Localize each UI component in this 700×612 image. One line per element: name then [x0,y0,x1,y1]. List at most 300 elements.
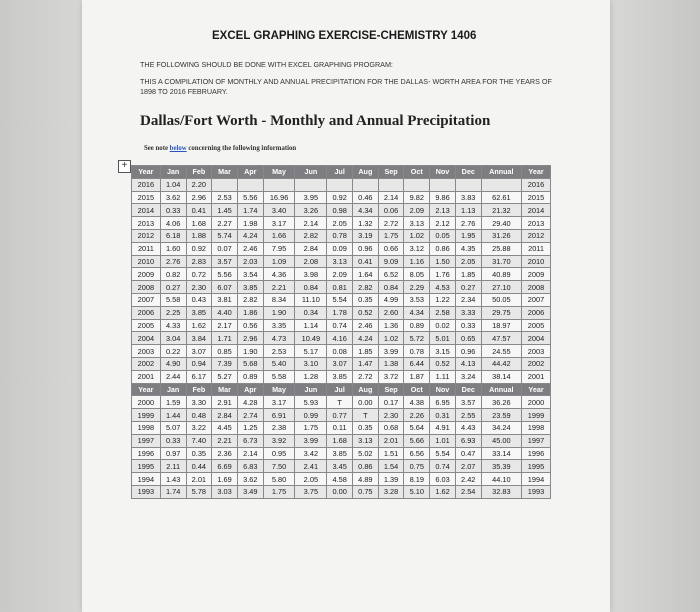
year-cell: 1999 [522,409,551,422]
month-cell: 9.09 [378,255,404,268]
year-cell: 2001 [522,370,551,383]
table-row [132,434,551,447]
month-cell: 0.97 [160,447,186,460]
month-cell: 2.84 [212,409,238,422]
month-cell: 2.08 [295,255,327,268]
month-cell: 5.02 [353,447,379,460]
month-cell: 0.48 [186,409,212,422]
month-cell: 0.89 [237,370,263,383]
month-cell: 3.28 [378,485,404,498]
top-header-row [132,166,551,179]
year-cell: 2005 [522,319,551,332]
month-cell: 2.09 [327,268,353,281]
month-cell: 1.69 [212,473,238,486]
year-cell: 2013 [522,217,551,230]
table-row [132,255,551,268]
year-cell: 2003 [132,345,161,358]
month-cell: 3.83 [455,191,481,204]
month-cell: 6.73 [237,434,263,447]
month-cell: 5.93 [295,396,327,409]
month-cell: 4.90 [160,357,186,370]
month-cell: 3.98 [295,268,327,281]
month-cell: 0.56 [237,319,263,332]
month-cell: 3.13 [327,255,353,268]
month-cell: 0.74 [430,460,456,473]
table-row [132,460,551,473]
table-row [132,191,551,204]
table-row [132,293,551,306]
annual-cell: 50.05 [481,293,521,306]
annual-cell: 62.61 [481,191,521,204]
year-cell: 2016 [132,178,161,191]
month-cell: 2.58 [430,306,456,319]
month-cell: 1.51 [378,447,404,460]
year-cell: 1998 [522,421,551,434]
month-cell: 0.86 [430,242,456,255]
month-cell: 1.68 [327,434,353,447]
month-cell: 3.57 [455,396,481,409]
table-row [132,268,551,281]
month-cell: 5.17 [295,345,327,358]
month-cell: 1.28 [295,370,327,383]
month-cell: 1.09 [263,255,295,268]
column-header: Apr [237,166,263,179]
month-cell: 4.89 [353,473,379,486]
year-cell: 2010 [132,255,161,268]
month-cell [404,178,430,191]
column-header: Mar [212,383,238,396]
month-cell: 2.01 [186,473,212,486]
month-cell: 1.90 [237,345,263,358]
year-cell: 2008 [132,281,161,294]
month-cell: 5.72 [404,332,430,345]
year-cell: 2015 [132,191,161,204]
year-cell: 2007 [522,293,551,306]
annual-cell: 32.83 [481,485,521,498]
year-cell: 2012 [522,229,551,242]
table-row [132,242,551,255]
column-header: Dec [455,166,481,179]
table-row [132,319,551,332]
month-cell: 3.85 [327,370,353,383]
month-cell: 6.95 [430,396,456,409]
month-cell: 1.98 [237,217,263,230]
month-cell: 2.72 [378,217,404,230]
column-header: Feb [186,166,212,179]
month-cell: 3.72 [378,370,404,383]
month-cell: 4.43 [455,421,481,434]
month-cell: 0.00 [353,396,379,409]
month-cell: 1.68 [186,217,212,230]
column-header: Year [132,166,161,179]
month-cell: 2.30 [378,409,404,422]
month-cell: 0.46 [353,191,379,204]
month-cell: 4.45 [212,421,238,434]
month-cell: 0.05 [430,229,456,242]
annual-cell: 44.42 [481,357,521,370]
column-header: Dec [455,383,481,396]
table-row [132,447,551,460]
table-row [132,473,551,486]
month-cell: 2.53 [263,345,295,358]
annual-cell: 24.55 [481,345,521,358]
month-cell: 3.99 [295,434,327,447]
month-cell: 6.17 [186,370,212,383]
month-cell: 0.06 [378,204,404,217]
month-cell: 6.44 [404,357,430,370]
month-cell: 2.42 [455,473,481,486]
month-cell: 2.29 [404,281,430,294]
month-cell: 3.49 [237,485,263,498]
month-cell: 0.78 [404,345,430,358]
month-cell: T [327,396,353,409]
table-row [132,281,551,294]
annual-cell: 18.97 [481,319,521,332]
month-cell: 2.03 [237,255,263,268]
year-cell: 2009 [132,268,161,281]
month-cell: 2.53 [212,191,238,204]
month-cell: 1.50 [430,255,456,268]
month-cell: 0.33 [455,319,481,332]
annual-cell: 38.14 [481,370,521,383]
month-cell: 3.17 [263,217,295,230]
year-cell: 2000 [522,396,551,409]
year-cell: 2008 [522,281,551,294]
section-title: Dallas/Fort Worth - Monthly and Annual Precipitation [140,113,491,129]
month-cell: 3.13 [404,217,430,230]
month-cell: 0.94 [186,357,212,370]
table-row [132,178,551,191]
annual-cell: 31.26 [481,229,521,242]
month-cell: 2.60 [378,306,404,319]
month-cell: 1.04 [160,178,186,191]
month-cell: 4.13 [455,357,481,370]
annual-cell: 23.59 [481,409,521,422]
month-cell: 2.21 [212,434,238,447]
month-cell: 4.58 [327,473,353,486]
column-header: Aug [353,166,379,179]
month-cell: 2.34 [455,293,481,306]
table-row [132,409,551,422]
month-cell: 0.65 [455,332,481,345]
month-cell: 5.01 [430,332,456,345]
month-cell: 5.27 [212,370,238,383]
column-header: Jan [160,166,186,179]
month-cell: 2.01 [378,434,404,447]
month-cell: 0.09 [327,242,353,255]
month-cell: 1.75 [263,485,295,498]
annual-cell: 31.70 [481,255,521,268]
month-cell [430,178,456,191]
month-cell [327,178,353,191]
month-cell: 0.47 [455,447,481,460]
year-cell: 1999 [132,409,161,422]
annual-cell: 25.88 [481,242,521,255]
month-cell: 3.45 [327,460,353,473]
month-cell: 0.02 [430,319,456,332]
column-header: Oct [404,166,430,179]
month-cell: 2.82 [353,281,379,294]
month-cell: 3.33 [455,306,481,319]
month-cell: 2.44 [160,370,186,383]
year-cell: 2000 [132,396,161,409]
table-row [132,357,551,370]
month-cell: 3.04 [160,332,186,345]
month-cell: 0.11 [327,421,353,434]
month-cell [353,178,379,191]
month-cell: 0.84 [295,281,327,294]
year-cell: 2006 [522,306,551,319]
month-cell: 3.57 [212,255,238,268]
month-cell: 1.01 [430,434,456,447]
month-cell: 0.68 [378,421,404,434]
month-cell: 0.66 [378,242,404,255]
month-cell: 5.64 [404,421,430,434]
column-header: Jul [327,383,353,396]
month-cell: 3.22 [186,421,212,434]
month-cell: 4.73 [263,332,295,345]
month-cell: 5.40 [263,357,295,370]
month-cell: 2.05 [455,255,481,268]
year-cell: 2012 [132,229,161,242]
month-cell: 1.39 [378,473,404,486]
column-header: Oct [404,383,430,396]
column-header: Nov [430,383,456,396]
annual-cell: 27.10 [481,281,521,294]
month-cell: 2.38 [263,421,295,434]
year-cell: 2003 [522,345,551,358]
year-cell: 2014 [522,204,551,217]
column-header: Mar [212,166,238,179]
month-cell: 5.66 [404,434,430,447]
month-cell: 9.82 [404,191,430,204]
month-cell: 3.40 [263,204,295,217]
year-cell: 2013 [132,217,161,230]
annual-cell: 47.57 [481,332,521,345]
month-cell [295,178,327,191]
table-row [132,229,551,242]
month-cell: 0.17 [378,396,404,409]
month-cell: 0.89 [404,319,430,332]
month-cell: 2.11 [160,460,186,473]
month-cell: 4.06 [160,217,186,230]
table-row [132,485,551,498]
month-cell: 4.16 [327,332,353,345]
month-cell: 0.44 [186,460,212,473]
month-cell: 0.74 [327,319,353,332]
column-header: Feb [186,383,212,396]
month-cell: 5.78 [186,485,212,498]
month-cell: 4.38 [404,396,430,409]
month-cell: 0.07 [212,242,238,255]
month-cell: 0.86 [353,460,379,473]
month-cell: 3.30 [186,396,212,409]
month-cell: 1.36 [378,319,404,332]
month-cell: 5.68 [237,357,263,370]
month-cell: 3.53 [404,293,430,306]
month-cell: 2.46 [353,319,379,332]
month-cell: 4.99 [378,293,404,306]
month-cell: 0.95 [263,447,295,460]
month-cell [212,178,238,191]
month-cell: 4.53 [430,281,456,294]
month-cell: 1.62 [186,319,212,332]
month-cell: 0.52 [430,357,456,370]
month-cell: 1.62 [430,485,456,498]
month-cell: 3.07 [327,357,353,370]
month-cell: 6.91 [263,409,295,422]
month-cell: 0.35 [353,421,379,434]
annual-cell: 44.10 [481,473,521,486]
document-title: EXCEL GRAPHING EXERCISE-CHEMISTRY 1406 [212,30,477,42]
year-cell: 1994 [132,473,161,486]
annual-cell: 45.00 [481,434,521,447]
month-cell [237,178,263,191]
month-cell: 3.95 [295,191,327,204]
month-cell: 2.36 [212,447,238,460]
year-cell: 2015 [522,191,551,204]
month-cell: 7.95 [263,242,295,255]
month-cell: 0.81 [327,281,353,294]
month-cell: 2.14 [378,191,404,204]
month-cell: 1.22 [430,293,456,306]
month-cell: 1.88 [186,229,212,242]
annual-cell: 29.75 [481,306,521,319]
year-cell: 1993 [132,485,161,498]
month-cell: 2.12 [430,217,456,230]
month-cell: 4.28 [237,396,263,409]
month-cell: 1.74 [237,204,263,217]
month-cell: 4.34 [353,204,379,217]
month-cell: 0.27 [160,281,186,294]
month-cell: 6.03 [430,473,456,486]
month-cell: 6.18 [160,229,186,242]
annual-cell: 33.14 [481,447,521,460]
year-cell: 1993 [522,485,551,498]
month-cell: 3.24 [455,370,481,383]
month-cell: 3.99 [378,345,404,358]
month-cell: 10.49 [295,332,327,345]
month-cell: 1.85 [353,345,379,358]
month-cell: 3.92 [263,434,295,447]
month-cell: 5.80 [263,473,295,486]
instruction-text: THE FOLLOWING SHOULD BE DONE WITH EXCEL GRAPHING PROGRAM: [140,60,393,69]
month-cell: 0.96 [455,345,481,358]
month-cell: 0.35 [186,447,212,460]
month-cell: 0.84 [378,281,404,294]
month-cell: 6.07 [212,281,238,294]
month-cell: 1.54 [378,460,404,473]
month-cell: 8.05 [404,268,430,281]
month-cell: 2.17 [212,319,238,332]
month-cell: 0.43 [186,293,212,306]
month-cell: 1.95 [455,229,481,242]
column-header: Year [132,383,161,396]
month-cell: 0.82 [160,268,186,281]
month-cell: 0.72 [186,268,212,281]
month-cell: 0.85 [212,345,238,358]
annual-cell: 35.39 [481,460,521,473]
month-cell: 1.45 [212,204,238,217]
background-right [608,0,700,612]
month-cell: 7.39 [212,357,238,370]
month-cell: 2.27 [212,217,238,230]
month-cell: 0.08 [327,345,353,358]
month-cell: 5.58 [263,370,295,383]
document-page [82,0,610,612]
month-cell: 7.40 [186,434,212,447]
month-cell: 2.14 [295,217,327,230]
month-cell: 2.25 [160,306,186,319]
month-cell: 1.11 [430,370,456,383]
month-cell: 1.44 [160,409,186,422]
month-cell: 0.41 [186,204,212,217]
month-cell: 5.74 [212,229,238,242]
month-cell: 1.85 [455,268,481,281]
column-header: Jun [295,383,327,396]
month-cell: 3.15 [430,345,456,358]
year-cell: 2004 [522,332,551,345]
month-cell: 6.83 [237,460,263,473]
month-cell: 1.02 [378,332,404,345]
table-row [132,306,551,319]
month-cell: 5.56 [237,191,263,204]
year-cell: 1997 [132,434,161,447]
column-header: Year [522,383,551,396]
month-cell: 0.34 [295,306,327,319]
month-cell: 5.54 [430,447,456,460]
note-link[interactable]: below [169,145,187,152]
column-header: Sep [378,166,404,179]
month-cell: 0.77 [327,409,353,422]
note-suffix: concerning the following information [186,145,297,152]
month-cell: 0.31 [430,409,456,422]
column-header: Jul [327,166,353,179]
month-cell: 4.24 [353,332,379,345]
precipitation-table [131,165,551,499]
year-cell: 2006 [132,306,161,319]
month-cell: 2.05 [295,473,327,486]
month-cell: 1.25 [237,421,263,434]
month-cell: 3.62 [160,191,186,204]
month-cell: 1.78 [327,306,353,319]
annual-cell: 29.40 [481,217,521,230]
month-cell: 6.69 [212,460,238,473]
month-cell: 0.35 [353,293,379,306]
month-cell: 2.96 [237,332,263,345]
month-cell [263,178,295,191]
month-cell: 2.84 [295,242,327,255]
month-cell: 5.58 [160,293,186,306]
month-cell: 8.34 [263,293,295,306]
month-cell: 0.92 [186,242,212,255]
year-cell: 2002 [132,357,161,370]
month-cell: 2.30 [186,281,212,294]
column-header: Annual [481,166,521,179]
annual-cell: 21.32 [481,204,521,217]
month-cell: 1.38 [378,357,404,370]
month-cell: 4.34 [404,306,430,319]
month-cell: 3.07 [186,345,212,358]
table-row [132,204,551,217]
expand-plus-icon[interactable]: + [118,160,131,173]
month-cell: 6.52 [378,268,404,281]
month-cell: 1.60 [160,242,186,255]
month-cell: 2.54 [455,485,481,498]
year-cell: 1998 [132,421,161,434]
month-cell: 4.33 [160,319,186,332]
month-cell: 2.55 [455,409,481,422]
